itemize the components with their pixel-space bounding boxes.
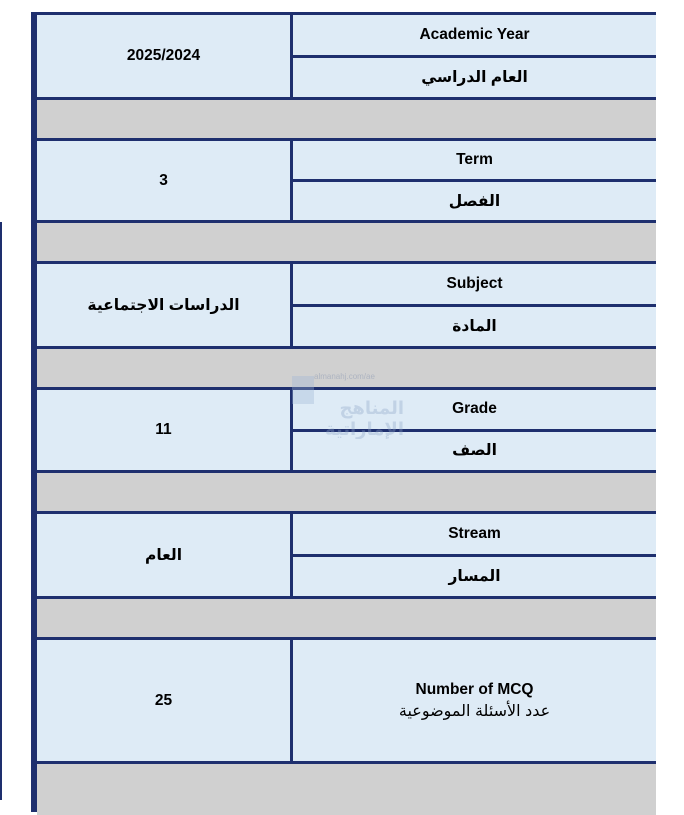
term-label-ar: الفصل: [293, 182, 656, 220]
subject-labels: [293, 264, 656, 346]
row-mcq-count: [37, 640, 656, 761]
term-labels: [293, 141, 656, 220]
mcq-label-en: Number of MCQ: [415, 680, 534, 698]
stream-labels: [293, 514, 656, 596]
academic-year-labels: [293, 15, 656, 97]
mcq-count-value: 25: [37, 640, 290, 761]
subject-label-ar: المادة: [293, 307, 656, 347]
row-grade: [37, 390, 656, 470]
separator-row: [37, 349, 656, 387]
grade-labels: [293, 390, 656, 470]
mcq-labels: [293, 640, 656, 761]
row-stream: [37, 514, 656, 596]
exam-info-table: [31, 12, 656, 812]
mcq-label-ar: عدد الأسئلة الموضوعية: [398, 702, 551, 720]
separator-row: [37, 473, 656, 511]
grade-label-en: Grade: [293, 390, 656, 429]
row-term: [37, 141, 656, 220]
row-academic-year: [37, 15, 656, 97]
separator-row: [37, 100, 656, 138]
stream-label-en: Stream: [293, 514, 656, 554]
subject-value: الدراسات الاجتماعية: [37, 264, 290, 346]
academic-year-label-ar: العام الدراسي: [293, 58, 656, 98]
left-margin-line: [0, 222, 2, 800]
watermark-text: المناهج الإماراتية: [324, 398, 404, 439]
row-subject: [37, 264, 656, 346]
watermark-url: almanahj.com/ae: [314, 372, 375, 381]
term-value: 3: [37, 141, 290, 220]
separator-row: [37, 223, 656, 261]
grade-value: 11: [37, 390, 290, 470]
academic-year-label-en: Academic Year: [293, 15, 656, 55]
grade-label-ar: الصف: [293, 432, 656, 471]
separator-row: [37, 599, 656, 637]
stream-value: العام: [37, 514, 290, 596]
separator-row: [37, 764, 656, 815]
academic-year-value: 2025/2024: [37, 15, 290, 97]
term-label-en: Term: [293, 141, 656, 179]
subject-label-en: Subject: [293, 264, 656, 304]
stream-label-ar: المسار: [293, 557, 656, 597]
